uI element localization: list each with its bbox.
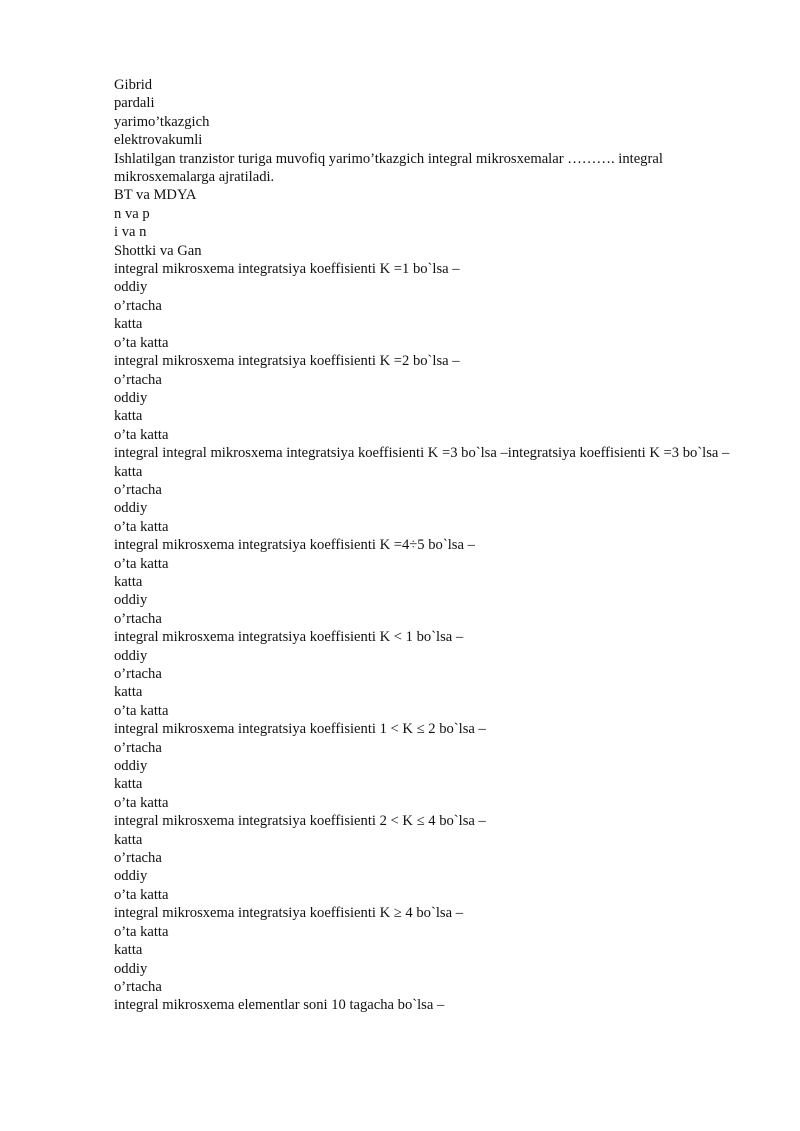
answer-option: o’rtacha (114, 297, 162, 314)
answer-option: o’ta katta (114, 518, 169, 535)
question-text: integral mikrosxema integratsiya koeffisienti 1 < K ≤ 2 bo`lsa – (114, 721, 486, 738)
answer-option: yarimo’tkazgich (114, 113, 210, 130)
answer-option: oddiy (114, 758, 148, 775)
question-text: integral integral mikrosxema integratsiya koeffisienti K =3 bo`lsa –integratsiya koeffisienti K =3 bo`lsa – (114, 445, 730, 462)
question-text: Ishlatilgan tranzistor turiga muvofiq yarimo’tkazgich integral mikrosxemalar ………. integral mikrosxemalarga ajratiladi. (114, 150, 663, 186)
answer-option: o’rtacha (114, 371, 162, 388)
answer-option: o’rtacha (114, 978, 162, 995)
answer-option: katta (114, 776, 143, 793)
question-text: integral mikrosxema integratsiya koeffisienti K =4÷5 bo`lsa – (114, 537, 475, 554)
question-text: integral mikrosxema integratsiya koeffisienti K =1 bo`lsa – (114, 261, 460, 278)
answer-option: katta (114, 684, 143, 701)
answer-option: oddiy (114, 279, 148, 296)
answer-option: o’rtacha (114, 481, 162, 498)
answer-option: oddiy (114, 868, 148, 885)
answer-option: katta (114, 573, 143, 590)
question-text: integral mikrosxema elementlar soni 10 tagacha bo`lsa – (114, 997, 445, 1014)
answer-option: katta (114, 408, 143, 425)
answer-option: o’ta katta (114, 334, 169, 351)
answer-option: katta (114, 831, 143, 848)
answer-option: Shottki va Gan (114, 242, 202, 259)
answer-option: o’rtacha (114, 739, 162, 756)
answer-option: o’ta katta (114, 702, 169, 719)
answer-option: Gibrid (114, 77, 153, 93)
answer-option: o’rtacha (114, 610, 162, 627)
answer-option: elektrovakumli (114, 132, 203, 149)
answer-option: katta (114, 942, 143, 959)
answer-option: oddiy (114, 500, 148, 517)
answer-option: n va p (114, 205, 150, 222)
answer-option: oddiy (114, 647, 148, 664)
answer-option: oddiy (114, 592, 148, 609)
answer-option: o’ta katta (114, 426, 169, 443)
answer-option: pardali (114, 95, 155, 112)
answer-option: oddiy (114, 389, 148, 406)
answer-option: o’rtacha (114, 850, 162, 867)
answer-option: katta (114, 463, 143, 480)
answer-option: katta (114, 316, 143, 333)
answer-option: i va n (114, 224, 147, 241)
question-text: integral mikrosxema integratsiya koeffisienti K ≥ 4 bo`lsa – (114, 905, 463, 922)
answer-option: oddiy (114, 960, 148, 977)
answer-option: BT va MDYA (114, 187, 197, 204)
document-page (114, 76, 744, 1015)
question-text: integral mikrosxema integratsiya koeffisienti 2 < K ≤ 4 bo`lsa – (114, 813, 486, 830)
answer-option: o’rtacha (114, 666, 162, 682)
question-text: integral mikrosxema integratsiya koeffisienti K =2 bo`lsa – (114, 353, 460, 370)
answer-option: o’ta katta (114, 555, 169, 572)
answer-option: o’ta katta (114, 923, 169, 940)
question-text: integral mikrosxema integratsiya koeffisienti K < 1 bo`lsa – (114, 629, 464, 646)
answer-option: o’ta katta (114, 886, 169, 903)
answer-option: o’ta katta (114, 794, 169, 811)
